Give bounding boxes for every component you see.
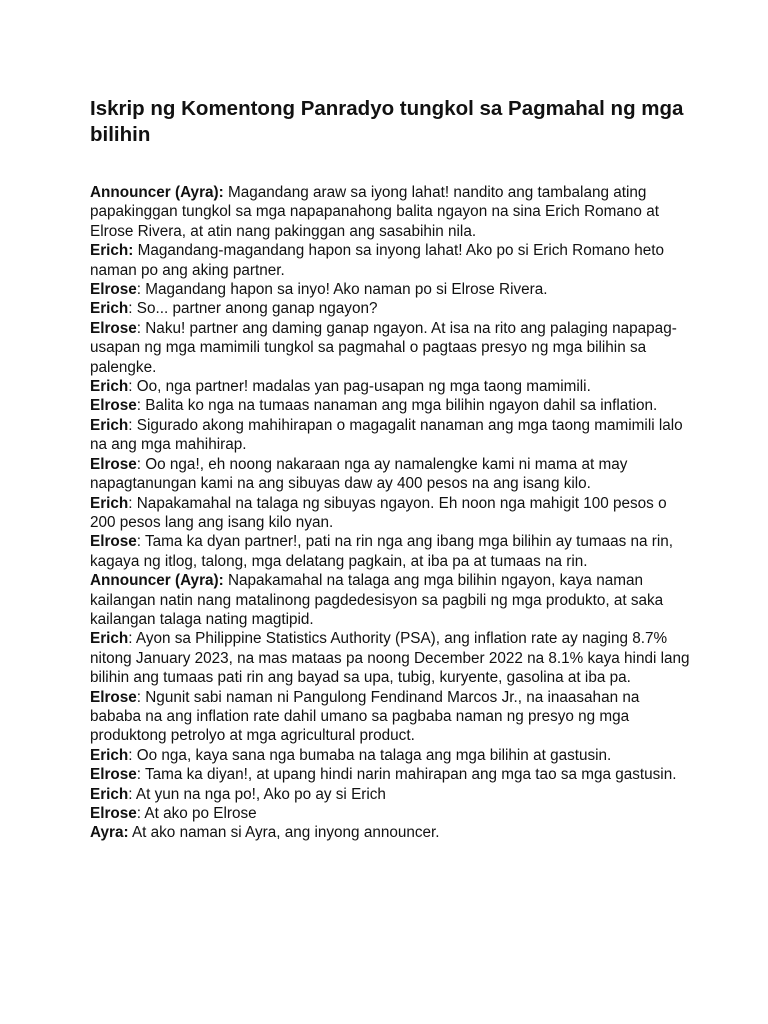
speaker-name: Elrose bbox=[90, 319, 137, 337]
dialogue-line bbox=[90, 688, 690, 746]
dialogue-text: : So... partner anong ganap ngayon? bbox=[128, 300, 378, 318]
speaker-name: Erich bbox=[90, 630, 129, 648]
speaker-name: Elrose bbox=[90, 533, 137, 551]
script-body bbox=[90, 183, 690, 843]
dialogue-text: : At yun na nga po!, Ako po ay si Erich bbox=[128, 785, 386, 803]
dialogue-line bbox=[90, 746, 690, 765]
dialogue-text: : Tama ka diyan!, at upang hindi narin mahirapan ang mga tao sa mga gastusin. bbox=[136, 766, 677, 784]
dialogue-line bbox=[90, 532, 690, 571]
dialogue-line bbox=[90, 804, 690, 823]
speaker-name: Elrose bbox=[90, 766, 137, 784]
dialogue-line bbox=[90, 765, 690, 784]
dialogue-line bbox=[90, 629, 690, 687]
dialogue-line bbox=[90, 280, 690, 299]
dialogue-text: : Naku! partner ang daming ganap ngayon. At isa na rito ang palaging napapag-usapan ng mga mamimili tungkol sa pagmahal o pagtaas presyo ng mga bilihin sa palengke. bbox=[90, 319, 677, 376]
dialogue-line bbox=[90, 396, 690, 415]
dialogue-text: : Ngunit sabi naman ni Pangulong Fendinand Marcos Jr., na inaasahan na bababa na ang inflation rate dahil umano sa pagbaba naman ng presyo ng mga produktong petrolyo at mga agricultural product. bbox=[90, 688, 640, 745]
dialogue-text: : Sigurado akong mahihirapan o magagalit nanaman ang mga taong mamimili lalo na ang mga mahihirap. bbox=[90, 416, 683, 454]
dialogue-line bbox=[90, 571, 690, 629]
dialogue-text: : Ayon sa Philippine Statistics Authority (PSA), ang inflation rate ay naging 8.7% nitong January 2023, na mas mataas pa noong December 2022 na 8.1% kaya hindi lang bilihin ang tumaas pati rin ang bayad sa upa, tubig, kuryente, gasolina at iba pa. bbox=[90, 630, 690, 687]
dialogue-text: : Napakamahal na talaga ng sibuyas ngayon. Eh noon nga mahigit 100 pesos o 200 pesos lang ang isang kilo nyan. bbox=[90, 494, 667, 531]
dialogue-text: : Oo, nga partner! madalas yan pag-usapan ng mga taong mamimili. bbox=[128, 378, 591, 396]
speaker-name: Erich bbox=[90, 785, 129, 803]
dialogue-text: : Oo nga!, eh noong nakaraan nga ay namalengke kami ni mama at may napagtanungan kami na ang sibuyas daw ay 400 pesos na ang isang kilo. bbox=[90, 455, 628, 493]
dialogue-text: Magandang araw sa iyong lahat! nandito ang tambalang ating papakinggan tungkol sa mga napapanahong balita ngayon na sina Erich Romano at Elrose Rivera, at atin nang pakinggan ang sasabihin nila. bbox=[90, 184, 659, 240]
dialogue-text: : Balita ko nga na tumaas nanaman ang mga bilihin ngayon dahil sa inflation. bbox=[136, 397, 658, 415]
dialogue-text: At ako naman si Ayra, ang inyong announcer. bbox=[128, 824, 440, 842]
speaker-name: Erich bbox=[90, 746, 129, 764]
speaker-name: Elrose bbox=[90, 281, 137, 299]
dialogue-line bbox=[90, 319, 690, 377]
dialogue-line bbox=[90, 241, 690, 280]
speaker-name: Erich bbox=[90, 378, 129, 396]
speaker-name: Erich bbox=[90, 494, 129, 512]
dialogue-text: Magandang-magandang hapon sa inyong lahat! Ako po si Erich Romano heto naman po ang aking partner. bbox=[90, 242, 665, 279]
speaker-name: Elrose bbox=[90, 455, 137, 473]
dialogue-line bbox=[90, 299, 690, 318]
speaker-name: Erich bbox=[90, 300, 129, 318]
speaker-name: Ayra: bbox=[90, 824, 129, 842]
dialogue-text: : Oo nga, kaya sana nga bumaba na talaga ang mga bilihin at gastusin. bbox=[128, 746, 612, 764]
dialogue-line bbox=[90, 494, 690, 533]
dialogue-line bbox=[90, 455, 690, 494]
speaker-name: Announcer (Ayra): bbox=[90, 184, 224, 201]
dialogue-line bbox=[90, 823, 690, 842]
speaker-name: Announcer (Ayra): bbox=[90, 572, 224, 590]
dialogue-line bbox=[90, 416, 690, 455]
dialogue-text: : Magandang hapon sa inyo! Ako naman po si Elrose Rivera. bbox=[136, 281, 548, 299]
dialogue-text: Napakamahal na talaga ang mga bilihin ngayon, kaya naman kailangan natin nang matalinong pagdedesisyon sa pagbili ng mga produkto, at saka kailangan talaga nating magtipid. bbox=[90, 572, 664, 628]
document-title: Iskrip ng Komentong Panradyo tungkol sa Pagmahal ng mga bilihin bbox=[90, 97, 684, 146]
dialogue-line bbox=[90, 785, 690, 804]
speaker-name: Erich bbox=[90, 416, 129, 434]
speaker-name: Elrose bbox=[90, 397, 137, 415]
document-page bbox=[90, 96, 690, 843]
speaker-name: Erich: bbox=[90, 242, 134, 260]
dialogue-line bbox=[90, 183, 690, 241]
dialogue-line bbox=[90, 377, 690, 396]
dialogue-text: : Tama ka dyan partner!, pati na rin nga ang ibang mga bilihin ay tumaas na rin, kagaya ng itlog, talong, mga delatang pagkain, at iba pa at tumaas na rin. bbox=[90, 533, 674, 570]
speaker-name: Elrose bbox=[90, 688, 137, 706]
speaker-name: Elrose bbox=[90, 805, 137, 822]
dialogue-text: : At ako po Elrose bbox=[136, 805, 257, 822]
